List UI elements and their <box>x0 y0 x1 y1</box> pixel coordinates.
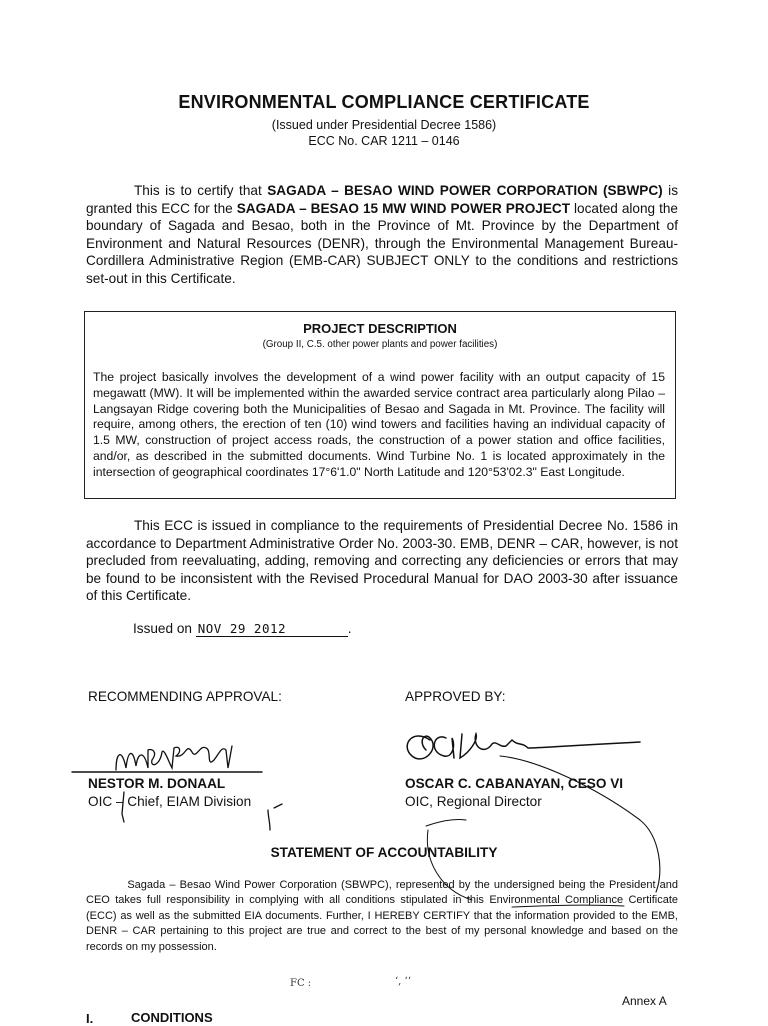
approver-title: OIC, Regional Director <box>405 794 542 809</box>
handwritten-mark: ‘, ‘ʻ <box>395 976 411 987</box>
ecc-number: ECC No. CAR 1211 – 0146 <box>308 134 460 148</box>
section-number: I. <box>86 1011 94 1026</box>
company-name: SAGADA – BESAO WIND POWER CORPORATION (SBWPC) <box>267 183 663 198</box>
statement-paragraph <box>86 878 678 955</box>
project-description-body: The project basically involves the development of a wind power facility with an output capacity of 15 megawatt (MW). It will be implemented within the awarded service contract area particularly along Pilao – Langsayan Ridge covering both the Municipalities of Besao and Sagada in Mt. Province. The facility will require, among others, the erection of ten (10) wind towers and facilities having an individual capacity of 1.5 MW, construction of project access roads, the construction of a power station and office facilities, and/or, as described in the submitted documents. Wind Turbine No. 1 is located approximately in the intersection of geographical coordinates 17°6'1.0" North Latitude and 120°53'02.3" East Longitude. <box>93 370 665 479</box>
issued-date-stamp: NOV 29 2012 <box>196 621 348 637</box>
statement-indent <box>86 879 127 891</box>
project-description-subtitle: (Group II, C.5. other power plants and power facilities) <box>262 339 498 350</box>
project-description-title: PROJECT DESCRIPTION <box>303 321 457 336</box>
project-name: SAGADA – BESAO 15 MW WIND POWER PROJECT <box>236 200 571 216</box>
recommender-title: OIC – Chief, EIAM Division <box>88 794 252 809</box>
intro-text-2: is granted this ECC for the <box>86 183 678 216</box>
approver-name: OSCAR C. CABANAYAN, CESO VI <box>405 776 624 791</box>
recommending-approval-label: RECOMMENDING APPROVAL: <box>88 689 282 704</box>
issued-on-label: Issued on <box>133 621 192 636</box>
statement-body: Sagada – Besao Wind Power Corporation (SBWPC), represented by the undersigned being the President and CEO takes full responsibility in complying with all conditions stipulated in this Environmental Compliance Certificate (ECC) as well as the submitted EIA documents. Further, I HEREBY CERTIFY that the information provided to the EMB, DENR – CAR pertaining to this project are true and correct to the best of my personal knowledge and based on the records on my possession. <box>86 879 678 953</box>
approved-by-label: APPROVED BY: <box>405 689 506 704</box>
compliance-text: This ECC is issued in compliance to the requirements of Presidential Decree No. 1586 in accordance to Department Administrative Order No. 2003-30. EMB, DENR – CAR, however, is not precluded from reevaluating, adding, removing and correcting any deficiencies or errors that may be found to be inconsistent with the Revised Procedural Manual for DAO 2003-30 after issuance of this Certificate. <box>86 518 678 604</box>
certificate-subtitle: (Issued under Presidential Decree 1586) <box>271 118 497 132</box>
section-title: CONDITIONS <box>131 1010 213 1025</box>
statement-title: STATEMENT OF ACCOUNTABILITY <box>270 845 498 860</box>
annex-label: Annex A <box>622 994 667 1008</box>
issued-on-line: Issued on NOV 29 2012 . <box>133 621 352 636</box>
intro-text-1: This is to certify that <box>134 183 268 198</box>
intro-text-3: located along the boundary of Sagada and Besao, both in the Province of Mt. Province by the Department of Environment and Natural Resources (DENR), through the Environmental Management Bureau-Cordillera Administrative Region (EMB-CAR) SUBJECT ONLY to the conditions and restrictions set-out in this Certificate. <box>86 200 678 286</box>
recommender-name: NESTOR M. DONAAL <box>88 776 226 791</box>
certificate-title: ENVIRONMENTAL COMPLIANCE CERTIFICATE <box>178 92 590 112</box>
handwritten-note: FC : <box>290 978 312 989</box>
